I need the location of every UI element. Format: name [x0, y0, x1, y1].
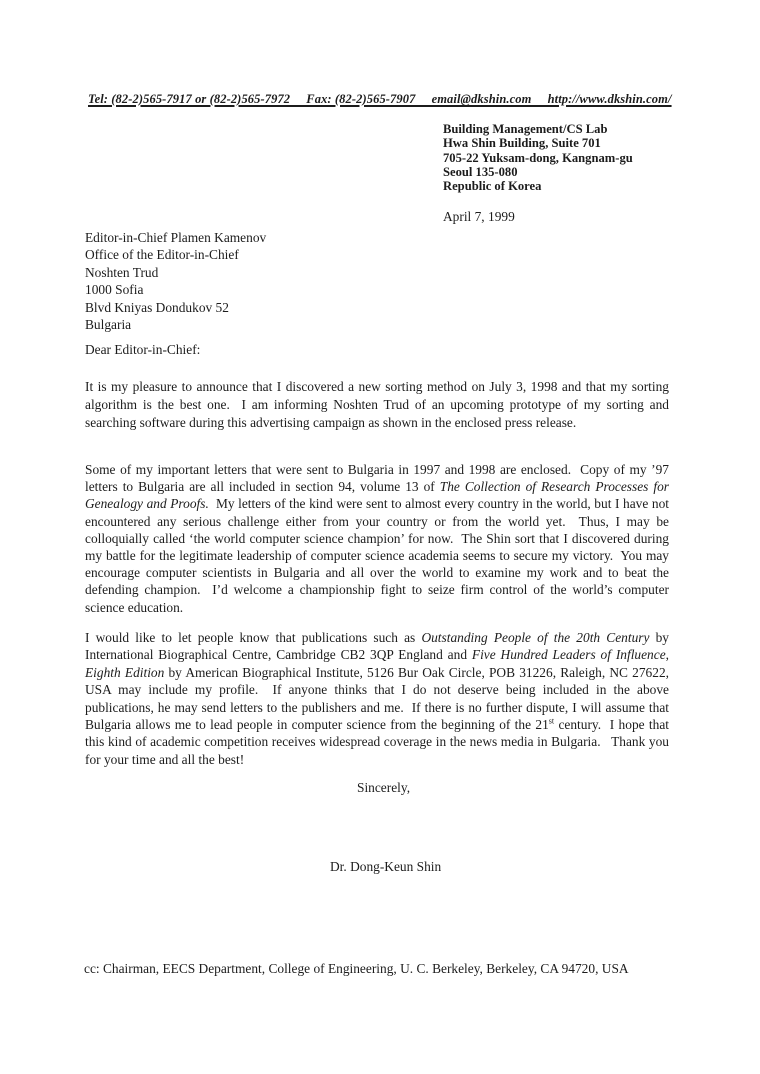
signature-name: Dr. Dong-Keun Shin [330, 859, 442, 874]
date: April 7, 1999 [443, 209, 515, 224]
body-paragraph-2: Some of my important letters that were sent to Bulgaria in 1997 and 1998 are enclosed. Copy of my ’97 letters to Bulgaria are all included in section 94, volume 13 of The Collection of Research Processes for Genealogy and Proofs. My letters of the kind were sent to almost every country in the world, but I have not encountered any serious challenge either from your country or from the world yet. Thus, I may be colloquially called ‘the world computer science champion’ for now. The Shin sort that I discovered during my battle for the legitimate leadership of computer science academia seems to secure my victory. You may encourage computer scientists in Bulgaria and all over the world to examine my work and to beat the defending champion. I’d welcome a championship fight to seize firm control of the world’s computer science education. [85, 462, 669, 615]
body-paragraph-1: It is my pleasure to announce that I discovered a new sorting method on July 3, 1998 and that my sorting algorithm is the best one. I am informing Noshten Trud of an upcoming prototype of my sorting and searching software during this advertising campaign as shown in the enclosed press release. [85, 379, 669, 430]
cc-line: cc: Chairman, EECS Department, College of Engineering, U. C. Berkeley, Berkeley, CA 94720, USA [84, 961, 629, 976]
sender-address-block [443, 122, 633, 193]
recipient-address-line: Noshten Trud [85, 264, 159, 280]
sender-address-line: 705-22 Yuksam-dong, Kangnam-gu [443, 150, 633, 165]
recipient-address-line: Office of the Editor-in-Chief [85, 247, 239, 263]
sender-address-line: Republic of Korea [443, 179, 542, 194]
sender-address-line: Building Management/CS Lab [443, 122, 608, 136]
contact-header-line: Tel: (82-2)565-7917 or (82-2)565-7972 Fax: (82-2)565-7907 email@dkshin.com http://www.dkshin.com/ [88, 92, 672, 106]
recipient-address-line: Bulgaria [85, 317, 132, 333]
salutation: Dear Editor-in-Chief: [85, 342, 201, 357]
sender-address-line: Hwa Shin Building, Suite 701 [443, 136, 601, 151]
recipient-address-line: Editor-in-Chief Plamen Kamenov [85, 230, 267, 245]
recipient-address-block [85, 229, 266, 333]
recipient-address-line: Blvd Kniyas Dondukov 52 [85, 299, 229, 315]
recipient-address-line: 1000 Sofia [85, 282, 144, 298]
body-paragraph-3: I would like to let people know that publications such as Outstanding People of the 20th Century by International Biographical Centre, Cambridge CB2 3QP England and Five Hundred Leaders of Influence, Eighth Edition by American Biographical Institute, 5126 Bur Oak Circle, POB 31226, Raleigh, NC 27622, USA may include my profile. If anyone thinks that I do not deserve being included in the above publications, he may send letters to the publishers and me. If there is no further dispute, I will assume that Bulgaria allows me to lead people in computer science from the beginning of the 21st century. I hope that this kind of academic competition receives widespread coverage in the news media in Bulgaria. Thank you for your time and all the best! [85, 630, 670, 767]
closing: Sincerely, [357, 780, 411, 795]
sender-address-line: Seoul 135-080 [443, 164, 518, 179]
